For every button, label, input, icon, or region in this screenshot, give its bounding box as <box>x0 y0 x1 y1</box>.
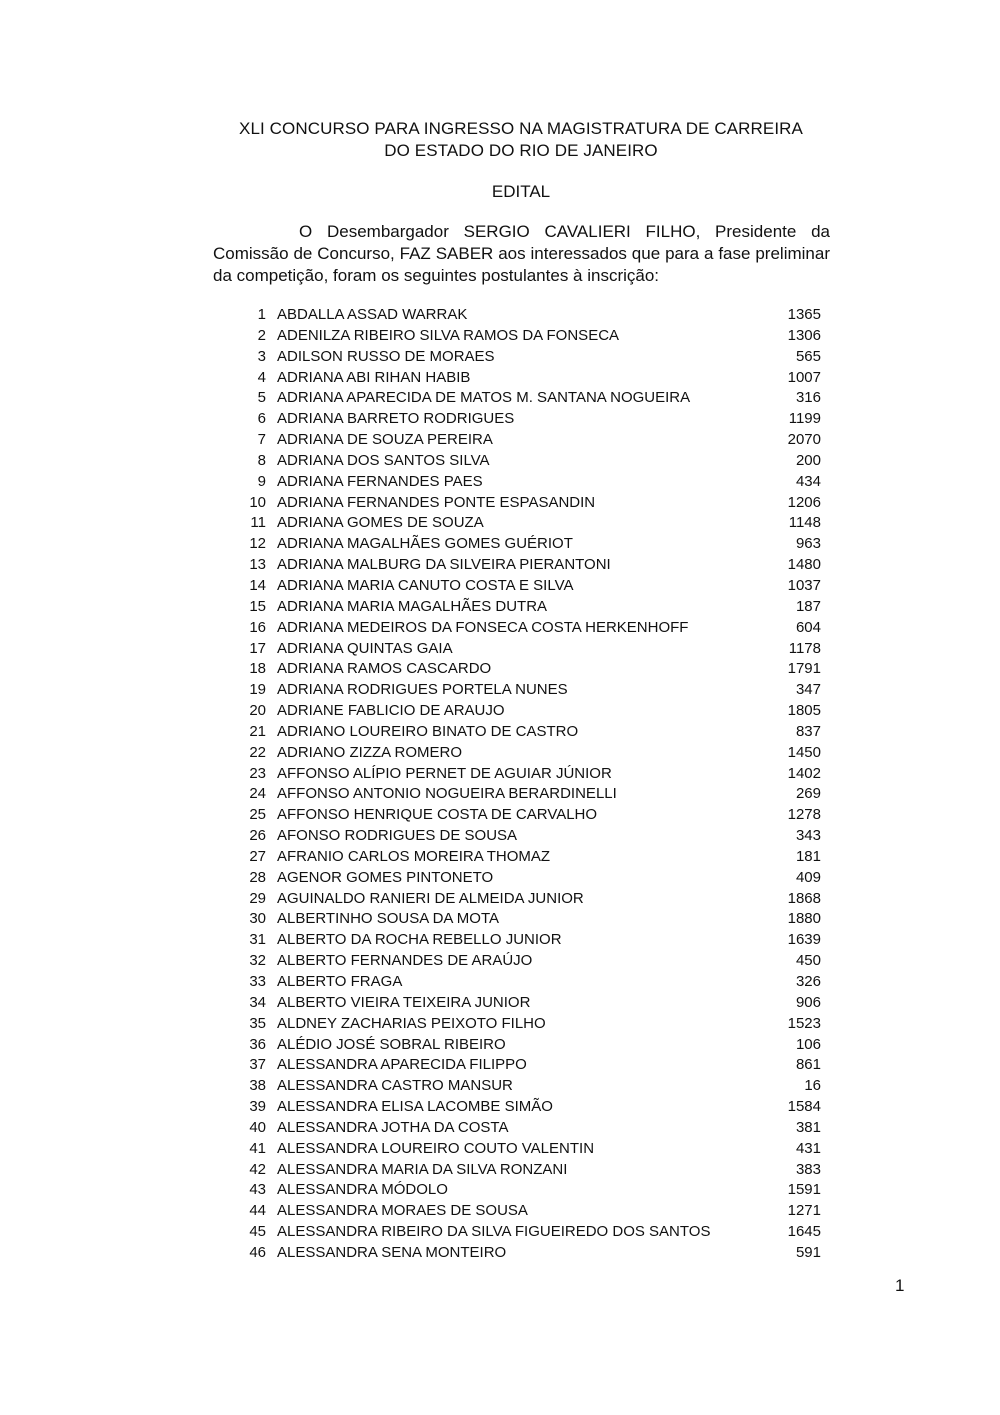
entry-code: 1591 <box>787 1181 821 1199</box>
list-item <box>232 326 832 347</box>
entry-name: ALESSANDRA APARECIDA FILIPPO <box>277 1056 527 1074</box>
entry-name: ADILSON RUSSO DE MORAES <box>277 347 495 365</box>
entry-number: 34 <box>249 993 266 1011</box>
entry-code: 861 <box>795 1056 821 1074</box>
entry-number: 2 <box>257 326 266 344</box>
entry-number: 22 <box>249 743 266 761</box>
list-item <box>232 743 832 764</box>
entry-name: ABDALLA ASSAD WARRAK <box>277 306 468 323</box>
entry-code: 16 <box>804 1077 821 1095</box>
entry-code: 604 <box>795 618 821 636</box>
entry-number: 5 <box>257 389 266 407</box>
entry-number: 21 <box>249 722 266 740</box>
entry-number: 27 <box>249 847 266 865</box>
entry-name: ADRIANA RODRIGUES PORTELA NUNES <box>277 681 568 699</box>
entry-code: 1880 <box>787 910 821 928</box>
entry-code: 837 <box>795 722 821 740</box>
list-item <box>232 722 832 743</box>
entry-name: ALESSANDRA LOUREIRO COUTO VALENTIN <box>277 1139 595 1157</box>
entry-name: ADRIANA MALBURG DA SILVEIRA PIERANTONI <box>277 556 611 574</box>
entry-number: 16 <box>249 618 266 636</box>
entry-name: ADRIANA GOMES DE SOUZA <box>277 514 484 532</box>
edital-heading-text: EDITAL <box>491 182 551 201</box>
entry-number: 25 <box>249 806 266 824</box>
entry-number: 41 <box>249 1139 266 1157</box>
candidate-list <box>232 305 832 1264</box>
entry-name: ADRIANA MARIA MAGALHÃES DUTRA <box>277 597 548 615</box>
entry-code: 1278 <box>787 806 821 824</box>
list-item <box>232 472 832 493</box>
entry-name: AGUINALDO RANIERI DE ALMEIDA JUNIOR <box>277 889 584 907</box>
document-title <box>0 118 1000 162</box>
list-item <box>232 1139 832 1160</box>
list-item <box>232 555 832 576</box>
entry-name: ALDNEY ZACHARIAS PEIXOTO FILHO <box>277 1014 546 1032</box>
list-item <box>232 1118 832 1139</box>
entry-code: 1148 <box>788 514 821 532</box>
list-item <box>232 409 832 430</box>
list-item <box>232 784 832 805</box>
entry-code: 1206 <box>787 493 821 511</box>
list-item <box>232 618 832 639</box>
list-item <box>232 368 832 389</box>
entry-number: 17 <box>249 639 266 657</box>
entry-code: 1271 <box>787 1202 821 1220</box>
list-item <box>232 701 832 722</box>
entry-name: AFFONSO ALÍPIO PERNET DE AGUIAR JÚNIOR <box>277 764 612 782</box>
list-item <box>232 1222 832 1243</box>
entry-number: 11 <box>250 514 266 532</box>
list-item <box>232 451 832 472</box>
entry-code: 106 <box>795 1035 821 1053</box>
entry-name: ALBERTO DA ROCHA REBELLO JUNIOR <box>277 931 562 949</box>
list-item <box>232 868 832 889</box>
list-item <box>232 430 832 451</box>
entry-code: 1199 <box>788 410 821 428</box>
list-item <box>232 1097 832 1118</box>
entry-number: 32 <box>249 952 266 970</box>
entry-code: 434 <box>795 472 821 490</box>
list-item <box>232 764 832 785</box>
list-item <box>232 930 832 951</box>
entry-name: ALESSANDRA JOTHA DA COSTA <box>277 1118 509 1136</box>
entry-number: 44 <box>249 1202 266 1220</box>
entry-number: 7 <box>257 431 266 449</box>
entry-name: ALBERTO VIEIRA TEIXEIRA JUNIOR <box>277 993 531 1011</box>
edital-heading <box>0 181 1000 203</box>
entry-code: 1791 <box>787 660 821 678</box>
entry-name: ADRIANO LOUREIRO BINATO DE CASTRO <box>277 722 579 740</box>
entry-number: 6 <box>257 410 266 428</box>
entry-code: 383 <box>795 1160 821 1178</box>
list-item <box>232 639 832 660</box>
entry-name: ALBERTO FRAGA <box>277 973 403 990</box>
list-item <box>232 1035 832 1056</box>
entry-number: 13 <box>249 556 266 574</box>
entry-number: 26 <box>249 827 266 845</box>
entry-code: 187 <box>795 597 821 615</box>
entry-code: 1450 <box>787 743 821 761</box>
entry-number: 1 <box>257 306 266 323</box>
entry-number: 24 <box>249 785 266 803</box>
entry-code: 1523 <box>787 1014 821 1032</box>
entry-code: 343 <box>795 827 821 845</box>
entry-number: 29 <box>249 889 266 907</box>
list-item <box>232 347 832 368</box>
entry-code: 200 <box>795 451 821 469</box>
entry-number: 18 <box>249 660 266 678</box>
entry-code: 181 <box>795 847 821 865</box>
entry-code: 450 <box>795 952 821 970</box>
entry-name: ADRIANE FABLICIO DE ARAUJO <box>277 702 505 720</box>
intro-paragraph: O Desembargador SERGIO CAVALIERI FILHO, Presidente da Comissão de Concurso, FAZ SABER aos interessados que para a fase preliminar da competição, foram os seguintes postulantes à inscrição: <box>213 222 830 285</box>
list-item <box>232 1180 832 1201</box>
list-item <box>232 1160 832 1181</box>
entry-name: ADRIANA FERNANDES PAES <box>277 472 483 490</box>
entry-name: ADRIANA MEDEIROS DA FONSECA COSTA HERKENHOFF <box>277 618 689 636</box>
entry-number: 36 <box>249 1035 266 1053</box>
entry-code: 1178 <box>788 639 821 657</box>
entry-number: 39 <box>249 1098 266 1116</box>
entry-number: 15 <box>249 597 266 615</box>
entry-number: 35 <box>249 1014 266 1032</box>
list-item <box>232 1076 832 1097</box>
list-item <box>232 1201 832 1222</box>
entry-name: ALESSANDRA RIBEIRO DA SILVA FIGUEIREDO DOS SANTOS <box>277 1223 711 1241</box>
entry-number: 33 <box>249 973 266 990</box>
entry-number: 4 <box>257 368 266 386</box>
entry-name: ADRIANA FERNANDES PONTE ESPASANDIN <box>277 493 596 511</box>
entry-code: 1480 <box>787 556 821 574</box>
list-item <box>232 534 832 555</box>
entry-name: ALESSANDRA CASTRO MANSUR <box>277 1077 513 1095</box>
entry-code: 381 <box>795 1118 821 1136</box>
entry-code: 269 <box>795 785 821 803</box>
list-item <box>232 493 832 514</box>
entry-name: ALESSANDRA MARIA DA SILVA RONZANI <box>277 1160 568 1178</box>
entry-name: ALBERTINHO SOUSA DA MOTA <box>277 910 499 928</box>
list-item <box>232 951 832 972</box>
entry-number: 40 <box>249 1118 266 1136</box>
list-item <box>232 305 832 326</box>
entry-number: 28 <box>249 868 266 886</box>
list-item <box>232 909 832 930</box>
entry-name: ADRIANA DE SOUZA PEREIRA <box>277 431 493 449</box>
entry-number: 37 <box>249 1056 266 1074</box>
entry-name: ADRIANA ABI RIHAN HABIB <box>277 368 471 386</box>
entry-code: 906 <box>795 993 821 1011</box>
entry-code: 347 <box>795 681 821 699</box>
entry-name: ADRIANA QUINTAS GAIA <box>277 639 453 657</box>
entry-code: 1645 <box>787 1223 821 1241</box>
entry-code: 1306 <box>787 326 821 344</box>
entry-name: ADRIANA APARECIDA DE MATOS M. SANTANA NOGUEIRA <box>277 389 691 407</box>
entry-name: AGENOR GOMES PINTONETO <box>277 868 494 886</box>
list-item <box>232 513 832 534</box>
entry-code: 1007 <box>787 368 821 386</box>
entry-name: ADRIANA RAMOS CASCARDO <box>277 660 492 678</box>
entry-name: ADRIANA MARIA CANUTO COSTA E SILVA <box>277 576 574 594</box>
entry-number: 43 <box>249 1181 266 1199</box>
list-item <box>232 576 832 597</box>
entry-number: 3 <box>257 347 266 365</box>
list-item <box>232 659 832 680</box>
list-item <box>232 1055 832 1076</box>
title-line-2: DO ESTADO DO RIO DE JANEIRO <box>384 141 658 160</box>
list-item <box>232 680 832 701</box>
entry-name: AFRANIO CARLOS MOREIRA THOMAZ <box>277 847 551 865</box>
entry-name: AFFONSO ANTONIO NOGUEIRA BERARDINELLI <box>277 785 617 803</box>
page-number: 1 <box>895 1276 905 1295</box>
entry-name: ALESSANDRA SENA MONTEIRO <box>277 1243 507 1261</box>
entry-code: 431 <box>795 1139 821 1157</box>
list-item <box>232 826 832 847</box>
entry-number: 19 <box>249 681 266 699</box>
list-item <box>232 388 832 409</box>
entry-code: 1037 <box>787 576 821 594</box>
entry-code: 963 <box>795 535 821 553</box>
entry-code: 326 <box>795 973 821 990</box>
entry-code: 591 <box>795 1243 821 1261</box>
entry-code: 2070 <box>787 431 821 449</box>
list-item <box>232 847 832 868</box>
entry-number: 31 <box>249 931 266 949</box>
entry-code: 1868 <box>787 889 821 907</box>
list-item <box>232 805 832 826</box>
entry-code: 316 <box>795 389 821 407</box>
entry-name: AFONSO RODRIGUES DE SOUSA <box>277 827 518 845</box>
entry-number: 38 <box>249 1077 266 1095</box>
entry-name: ADRIANA BARRETO RODRIGUES <box>277 410 515 428</box>
entry-code: 1402 <box>787 764 821 782</box>
entry-number: 46 <box>249 1243 266 1261</box>
entry-number: 8 <box>257 451 266 469</box>
entry-name: ADRIANO ZIZZA ROMERO <box>277 743 463 761</box>
entry-number: 20 <box>249 702 266 720</box>
entry-name: ALBERTO FERNANDES DE ARAÚJO <box>277 952 533 970</box>
entry-number: 30 <box>249 910 266 928</box>
entry-number: 12 <box>249 535 266 553</box>
entry-number: 45 <box>249 1223 266 1241</box>
entry-number: 10 <box>249 493 266 511</box>
entry-code: 565 <box>795 347 821 365</box>
entry-name: ALESSANDRA ELISA LACOMBE SIMÃO <box>277 1098 553 1116</box>
title-line-1: XLI CONCURSO PARA INGRESSO NA MAGISTRATURA DE CARREIRA <box>239 119 803 138</box>
entry-code: 1584 <box>787 1098 821 1116</box>
entry-code: 1365 <box>787 306 821 323</box>
entry-code: 1639 <box>787 931 821 949</box>
entry-name: ADRIANA MAGALHÃES GOMES GUÉRIOT <box>277 535 573 553</box>
entry-name: AFFONSO HENRIQUE COSTA DE CARVALHO <box>277 806 598 824</box>
list-item <box>232 972 832 993</box>
list-item <box>232 597 832 618</box>
list-item <box>232 1014 832 1035</box>
entry-number: 23 <box>249 764 266 782</box>
list-item <box>232 993 832 1014</box>
entry-name: ALESSANDRA MORAES DE SOUSA <box>277 1202 528 1220</box>
entry-name: ADRIANA DOS SANTOS SILVA <box>277 451 490 469</box>
entry-name: ALÉDIO JOSÉ SOBRAL RIBEIRO <box>277 1035 506 1053</box>
list-item <box>232 889 832 910</box>
list-item <box>232 1243 832 1264</box>
entry-number: 42 <box>249 1160 266 1178</box>
entry-number: 14 <box>249 576 266 594</box>
entry-code: 1805 <box>787 702 821 720</box>
entry-code: 409 <box>795 868 821 886</box>
entry-name: ADENILZA RIBEIRO SILVA RAMOS DA FONSECA <box>277 326 620 344</box>
entry-number: 9 <box>257 472 266 490</box>
entry-name: ALESSANDRA MÓDOLO <box>277 1181 448 1199</box>
